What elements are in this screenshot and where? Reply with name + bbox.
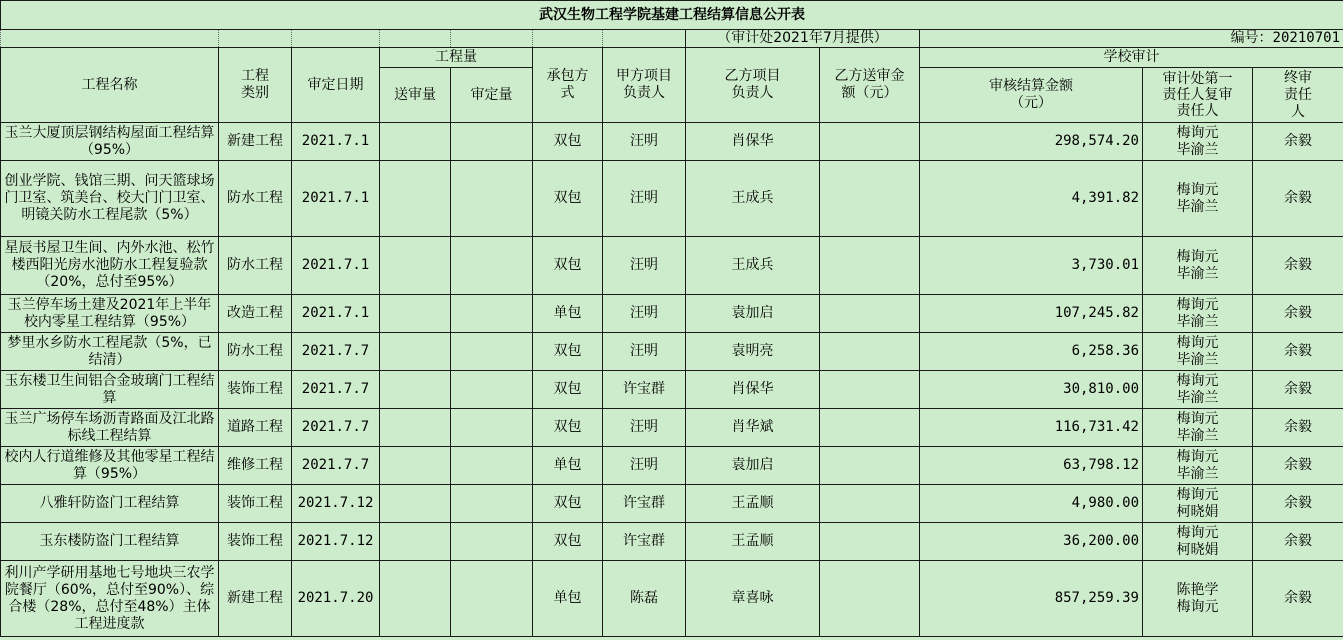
cell-final: 余毅 [1253, 333, 1343, 371]
cell-name: 玉兰广场停车场沥青路面及江北路标线工程结算 [1, 409, 219, 447]
cell-name: 星辰书屋卫生间、内外水池、松竹楼西阳光房水池防水工程复验款（20%，总付至95%） [1, 237, 219, 295]
cell-name: 玉东楼卫生间铝合金玻璃门工程结算 [1, 371, 219, 409]
cell-auditor-2: 毕渝兰 [1176, 313, 1219, 330]
cell-type: 防水工程 [219, 333, 292, 371]
cell-date: 2021.7.1 [292, 295, 380, 333]
cell-auditor-2: 毕渝兰 [1176, 198, 1219, 215]
cell-contract: 单包 [533, 447, 603, 485]
cell-contract: 单包 [533, 295, 603, 333]
cell-contract: 双包 [533, 161, 603, 237]
cell-party-a: 许宝群 [603, 485, 686, 523]
header-audit-persons-text: 审计处第一责任人复审责任人 [1162, 70, 1233, 119]
cell-amount: 3,730.01 [920, 237, 1143, 295]
cell-type: 防水工程 [219, 161, 292, 237]
cell-party-a: 汪明 [603, 295, 686, 333]
cell-date: 2021.7.12 [292, 523, 380, 561]
cell-auditors [1143, 523, 1253, 561]
header-audit-amount [920, 68, 1143, 123]
cell-qty-sent [380, 371, 451, 409]
cell-party-b: 章喜咏 [686, 561, 820, 637]
cell-final: 余毅 [1253, 409, 1343, 447]
cell-name: 玉兰大厦顶层钢结构屋面工程结算（95%） [1, 123, 219, 161]
header-contract-text: 承包方式 [546, 68, 589, 101]
cell-auditor-1: 梅询元 [1176, 181, 1219, 198]
cell-party-b: 王孟顺 [686, 485, 820, 523]
header-qty: 工程量 [380, 48, 533, 68]
cell-amount: 6,258.36 [920, 333, 1143, 371]
cell-type: 维修工程 [219, 447, 292, 485]
cell-auditor-1: 梅询元 [1176, 334, 1219, 351]
cell-party-a: 许宝群 [603, 523, 686, 561]
cell-date: 2021.7.12 [292, 485, 380, 523]
cell-qty-approved [451, 295, 533, 333]
table-row [1, 237, 1343, 295]
cell-party-a: 汪明 [603, 447, 686, 485]
header-party-a [603, 48, 686, 123]
cell-qty-sent [380, 237, 451, 295]
cell-auditor-1: 陈艳学 [1176, 581, 1219, 598]
cell-type: 装饰工程 [219, 371, 292, 409]
header-type [219, 48, 292, 123]
cell-qty-sent [380, 333, 451, 371]
cell-qty-approved [451, 485, 533, 523]
cell-type: 新建工程 [219, 561, 292, 637]
cell-party-b-amount [820, 333, 920, 371]
cell-name: 八雅轩防盗门工程结算 [1, 485, 219, 523]
header-party-b-text: 乙方项目负责人 [724, 68, 781, 101]
header-party-b [686, 48, 820, 123]
cell-name: 玉东楼防盗门工程结算 [1, 523, 219, 561]
cell-party-b-amount [820, 523, 920, 561]
header-contract [533, 48, 603, 123]
cell-auditors [1143, 447, 1253, 485]
cell-qty-approved [451, 161, 533, 237]
cell-auditors [1143, 333, 1253, 371]
table-title: 武汉生物工程学院基建工程结算信息公开表 [1, 1, 1343, 30]
cell-party-a: 汪明 [603, 409, 686, 447]
cell-auditor-1: 梅询元 [1176, 410, 1219, 427]
cell-party-b: 肖华斌 [686, 409, 820, 447]
header-name: 工程名称 [1, 48, 219, 123]
cell-date: 2021.7.7 [292, 333, 380, 371]
cell-final: 余毅 [1253, 295, 1343, 333]
cell-qty-approved [451, 123, 533, 161]
cell-qty-approved [451, 409, 533, 447]
cell-auditors [1143, 371, 1253, 409]
cell-party-b: 肖保华 [686, 123, 820, 161]
cell-amount: 4,391.82 [920, 161, 1143, 237]
header-date: 审定日期 [292, 48, 380, 123]
cell-qty-sent [380, 409, 451, 447]
cell-auditor-1: 梅询元 [1176, 486, 1219, 503]
cell-amount: 116,731.42 [920, 409, 1143, 447]
cell-date: 2021.7.1 [292, 161, 380, 237]
cell-auditor-1: 梅询元 [1176, 248, 1219, 265]
cell-type: 新建工程 [219, 123, 292, 161]
table-row [1, 485, 1343, 523]
cell-amount: 30,810.00 [920, 371, 1143, 409]
cell-name: 创业学院、钱馆三期、问天篮球场门卫室、筑美台、校大门门卫室、明镜关防水工程尾款（5%） [1, 161, 219, 237]
cell-date: 2021.7.20 [292, 561, 380, 637]
cell-date: 2021.7.1 [292, 123, 380, 161]
cell-name: 校内人行道维修及其他零星工程结算（95%） [1, 447, 219, 485]
cell-contract: 双包 [533, 523, 603, 561]
cell-type: 防水工程 [219, 237, 292, 295]
cell-party-b-amount [820, 237, 920, 295]
cell-contract: 双包 [533, 237, 603, 295]
cell-contract: 双包 [533, 333, 603, 371]
cell-party-a: 许宝群 [603, 371, 686, 409]
cell-date: 2021.7.7 [292, 409, 380, 447]
cell-qty-sent [380, 485, 451, 523]
cell-auditors [1143, 409, 1253, 447]
table-row [1, 295, 1343, 333]
cell-party-b-amount [820, 371, 920, 409]
cell-party-b: 袁明亮 [686, 333, 820, 371]
cell-final: 余毅 [1253, 447, 1343, 485]
cell-auditor-2: 毕渝兰 [1176, 141, 1219, 158]
cell-name: 梦里水乡防水工程尾款（5%，已结清） [1, 333, 219, 371]
cell-party-b: 肖保华 [686, 371, 820, 409]
cell-party-a: 陈磊 [603, 561, 686, 637]
cell-party-a: 汪明 [603, 123, 686, 161]
cell-auditor-2: 柯晓娟 [1176, 503, 1219, 520]
table-row [1, 561, 1343, 637]
header-party-b-amount [820, 48, 920, 123]
cell-contract: 双包 [533, 371, 603, 409]
header-party-b-amount-text: 乙方送审金额（元） [834, 68, 905, 101]
cell-auditor-2: 毕渝兰 [1176, 465, 1219, 482]
cell-qty-approved [451, 237, 533, 295]
cell-qty-approved [451, 371, 533, 409]
cell-final: 余毅 [1253, 523, 1343, 561]
cell-final: 余毅 [1253, 237, 1343, 295]
cell-qty-sent [380, 447, 451, 485]
table-row [1, 523, 1343, 561]
cell-final: 余毅 [1253, 485, 1343, 523]
cell-auditor-2: 毕渝兰 [1176, 389, 1219, 406]
table-row [1, 371, 1343, 409]
cell-auditor-1: 梅询元 [1176, 448, 1219, 465]
cell-auditors [1143, 295, 1253, 333]
cell-auditors [1143, 237, 1253, 295]
cell-auditors [1143, 561, 1253, 637]
cell-auditor-2: 毕渝兰 [1176, 265, 1219, 282]
cell-final: 余毅 [1253, 161, 1343, 237]
cell-name: 利川产学研用基地七号地块三农学院餐厅（60%，总付至90%）、综合楼（28%，总付至48%）主体工程进度款 [1, 561, 219, 637]
cell-party-b-amount [820, 295, 920, 333]
cell-party-b-amount [820, 409, 920, 447]
cell-party-b: 王成兵 [686, 161, 820, 237]
table-row [1, 123, 1343, 161]
cell-amount: 298,574.20 [920, 123, 1143, 161]
cell-contract: 双包 [533, 123, 603, 161]
cell-amount: 857,259.39 [920, 561, 1143, 637]
cell-auditor-2: 毕渝兰 [1176, 427, 1219, 444]
cell-party-b-amount [820, 161, 920, 237]
subtitle: （审计处2021年7月提供） [686, 30, 920, 48]
header-final [1253, 68, 1343, 123]
cell-final: 余毅 [1253, 123, 1343, 161]
cell-auditor-1: 梅询元 [1176, 524, 1219, 541]
table-row [1, 447, 1343, 485]
cell-qty-approved [451, 523, 533, 561]
cell-party-b: 王孟顺 [686, 523, 820, 561]
cell-auditor-2: 梅询元 [1176, 598, 1219, 615]
cell-qty-sent [380, 161, 451, 237]
cell-amount: 107,245.82 [920, 295, 1143, 333]
cell-name: 玉兰停车场土建及2021年上半年校内零星工程结算（95%） [1, 295, 219, 333]
cell-party-a: 汪明 [603, 237, 686, 295]
header-qty-approved: 审定量 [451, 68, 533, 123]
cell-auditor-1: 梅询元 [1176, 124, 1219, 141]
table-row [1, 161, 1343, 237]
cell-qty-sent [380, 523, 451, 561]
header-type-text: 工程类别 [241, 68, 269, 101]
cell-qty-approved [451, 333, 533, 371]
header-audit-amount-text: 审核结算金额（元） [989, 78, 1073, 111]
header-final-text: 终审责任人 [1284, 69, 1312, 120]
cell-auditors [1143, 123, 1253, 161]
cell-final: 余毅 [1253, 561, 1343, 637]
cell-party-a: 汪明 [603, 333, 686, 371]
cell-qty-approved [451, 561, 533, 637]
table-row [1, 409, 1343, 447]
serial-number: 编号：20210701 [920, 30, 1343, 48]
cell-type: 装饰工程 [219, 523, 292, 561]
cell-amount: 36,200.00 [920, 523, 1143, 561]
cell-qty-sent [380, 561, 451, 637]
cell-type: 改造工程 [219, 295, 292, 333]
cell-contract: 单包 [533, 561, 603, 637]
cell-party-b: 王成兵 [686, 237, 820, 295]
cell-amount: 63,798.12 [920, 447, 1143, 485]
cell-auditors [1143, 161, 1253, 237]
cell-auditor-1: 梅询元 [1176, 296, 1219, 313]
cell-date: 2021.7.1 [292, 237, 380, 295]
cell-auditor-1: 梅询元 [1176, 372, 1219, 389]
cell-party-b: 袁加启 [686, 295, 820, 333]
header-party-a-text: 甲方项目负责人 [616, 68, 672, 101]
cell-party-b-amount [820, 485, 920, 523]
cell-final: 余毅 [1253, 371, 1343, 409]
cell-party-b: 袁加启 [686, 447, 820, 485]
cell-auditors [1143, 485, 1253, 523]
header-audit-persons [1143, 68, 1253, 123]
header-qty-sent: 送审量 [380, 68, 451, 123]
table-row [1, 333, 1343, 371]
cell-date: 2021.7.7 [292, 371, 380, 409]
cell-party-a: 汪明 [603, 161, 686, 237]
cell-contract: 双包 [533, 409, 603, 447]
cell-date: 2021.7.7 [292, 447, 380, 485]
cell-qty-sent [380, 295, 451, 333]
header-school-audit: 学校审计 [920, 48, 1343, 68]
cell-auditor-2: 毕渝兰 [1176, 351, 1219, 368]
cell-type: 装饰工程 [219, 485, 292, 523]
cell-party-b-amount [820, 561, 920, 637]
cell-qty-approved [451, 447, 533, 485]
cell-amount: 4,980.00 [920, 485, 1143, 523]
cell-party-b-amount [820, 123, 920, 161]
cell-party-b-amount [820, 447, 920, 485]
cell-contract: 双包 [533, 485, 603, 523]
cell-qty-sent [380, 123, 451, 161]
cell-auditor-2: 柯晓娟 [1176, 541, 1219, 558]
cell-type: 道路工程 [219, 409, 292, 447]
